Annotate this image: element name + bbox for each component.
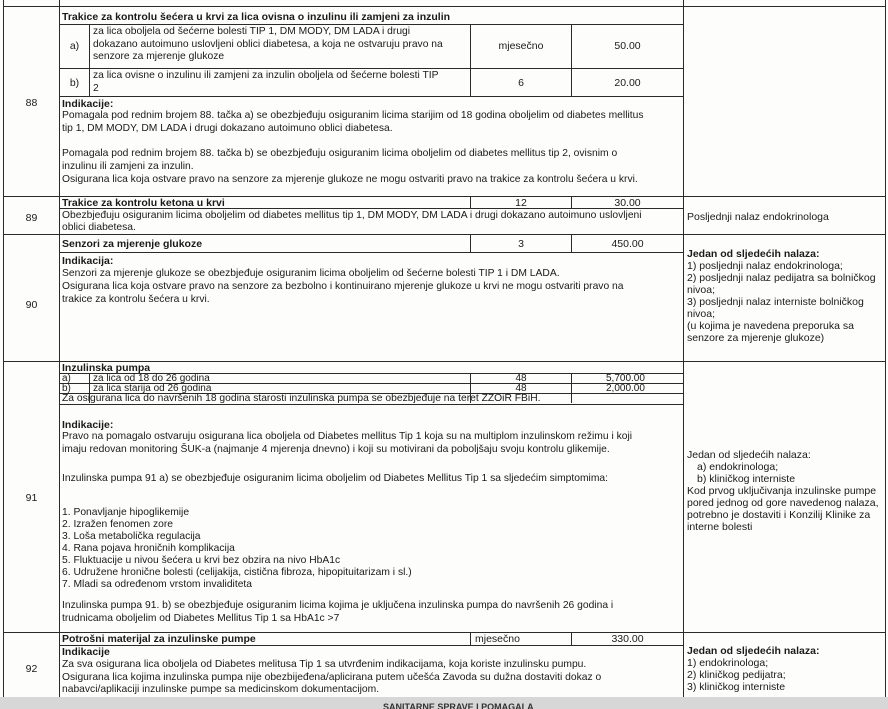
row-92-price: 330.00	[611, 633, 644, 645]
row-92-note-line-3: 3) kliničkog interniste	[687, 681, 786, 693]
row-90-indikacija-label: Indikacija:	[62, 255, 114, 267]
row-91-note-line-6: potrebno je dostaviti i Konzilij Klinike za	[687, 509, 871, 521]
row-88-indikacije-label: Indikacije:	[62, 98, 114, 110]
row-89-quantity: 12	[515, 197, 527, 209]
row-91-symptom-1: 1. Ponavljanje hipoglikemije	[62, 507, 190, 518]
row-88a-desc-line-1: za lica oboljela od šećerne bolesti TIP 1, DM MODY, DM LADA i drugi	[93, 26, 411, 37]
row-88b-letter: b)	[69, 77, 80, 89]
row-89-desc-line-1: Obezbjeđuju osiguranim licima oboljelim od diabetes mellitus tip 1, DM MODY, DM LADA i drugi dokazano autoimuno uslovljeni	[62, 210, 642, 221]
row-92-note-line-1: 1) endokrinologa;	[687, 657, 769, 669]
row-88a-price: 50.00	[614, 40, 641, 52]
row-91-under18-note: Za osigurana lica do navršenih 18 godina starosti inzulinska pumpa se obezbjeđuje na teret ZZOiR FBiH.	[62, 393, 541, 404]
row-92-desc-line-3: nabavci/aplikaciji inzulinske pumpe sa medicinskom dokumentacijom.	[62, 684, 380, 695]
row-91-b-line-2: trudnicama oboljelim od Diabetes Mellitus Tip 1 sa HbA1c >7	[62, 613, 340, 624]
row-91a-letter: a)	[62, 373, 71, 384]
row-88-paragraph-5: Osigurana lica koja ostvare pravo na senzore za mjerenje glukoze ne mogu ostvariti pravo na trakice za kontrolu šećera u krvi.	[62, 174, 638, 185]
row-89-price: 30.00	[614, 197, 641, 209]
row-91-number: 91	[25, 492, 38, 504]
row-91-symptom-3: 3. Loša metabolička regulacija	[62, 531, 201, 542]
row-91-symptom-5: 5. Fluktuacije u nivou šećera u krvi bez obzira na nivo HbA1c	[62, 555, 341, 566]
row-90-number: 90	[25, 299, 38, 311]
row-91-b-line-1: Inzulinska pumpa 91. b) se obezbjeđuje osiguranim licima kojima je uključena inzulinska pumpa do navršenih 26 godina i	[62, 600, 614, 611]
row-92-desc-line-1: Za sva osigurana lica oboljela od Diabetes melitusa Tip 1 sa utvrđenim indikacijama, koja koriste inzulinsku pumpu.	[62, 659, 587, 670]
row-91-symptom-7: 7. Mladi sa određenom vrstom invaliditeta	[62, 579, 253, 590]
row-88b-desc-line-1: za lica ovisne o inzulinu ili zamjeni za inzulin oboljela od šećerne bolesti TIP	[93, 70, 439, 81]
row-88-paragraph-1: Pomagala pod rednim brojem 88. tačka a) se obezbjeđuju osiguranim licima starijim od 18 godina oboljelim od diabetes mellitus	[62, 110, 644, 121]
row-92-number: 92	[25, 663, 38, 675]
row-90-note-line-6: (u kojima je navedena preporuka sa	[687, 320, 854, 332]
row-92-note-title: Jedan od sljedećih nalaza:	[687, 645, 820, 657]
row-88b-desc-line-2: 2	[93, 82, 99, 94]
row-88b-quantity: 6	[518, 77, 524, 89]
row-91b-letter: b)	[62, 383, 71, 394]
row-91-symptom-4: 4. Rana pojava hroničnih komplikacija	[62, 543, 235, 554]
row-91-note-line-5: pored jednog od gore navedenog nalaza,	[687, 497, 879, 509]
row-91-note-line-4: Kod prvog uključivanja inzulinske pumpe	[687, 485, 877, 497]
row-91-symptoms-intro: Inzulinska pumpa 91 a) se obezbjeđuje osiguranim licima oboljelim od Diabetes Mellitus Tip 1 sa sljedećim simptomima:	[62, 473, 608, 484]
row-88a-letter: a)	[69, 40, 80, 52]
row-92-note-line-2: 2) kliničkog pedijatra;	[687, 669, 786, 681]
row-88-number: 88	[25, 97, 38, 109]
row-91b-quantity: 48	[515, 383, 527, 394]
row-91-note-line-1: Jedan od sljedećih nalaza:	[687, 449, 811, 461]
row-90-desc-line-1: Senzori za mjerenje glukoze se obezbjeđuje osiguranim licima oboljelim od šećerne bolesti TIP 1 i DM LADA.	[62, 268, 560, 279]
row-91-indikacije-label: Indikacije:	[62, 419, 114, 431]
row-90-note-line-3: nivoa;	[687, 284, 716, 296]
row-90-quantity: 3	[518, 238, 524, 250]
row-90-desc-line-3: trakice za kontrolu šećera u krvi.	[62, 294, 210, 305]
row-88-paragraph-3: Pomagala pod rednim brojem 88. tačka b) se obezbjeđuju osiguranim licima oboljelim od diabetes mellitus tip 2, ovisnim o	[62, 148, 618, 159]
row-91-note-line-7: interne bolesti	[687, 521, 753, 533]
row-88-paragraph-2: tip 1, DM MODY, DM LADA i drugi dokazano autoimuno oblici diabetesa.	[62, 123, 393, 134]
row-90-note-line-4: 3) posljednji nalaz interniste bolničkog	[687, 296, 864, 308]
row-91b-desc: za lica starija od 26 godina	[93, 383, 212, 394]
row-91-symptom-2: 2. Izražen fenomen zore	[62, 519, 174, 530]
row-91a-desc: za lica od 18 do 26 godina	[93, 373, 210, 384]
row-89-required-report: Posljednji nalaz endokrinologa	[687, 211, 829, 223]
row-90-note-line-5: nivoa;	[687, 308, 716, 320]
row-92-desc-line-2: Osigurana lica kojima inzulinska pumpa nije obezbijeđena/aplicirana putem učešća Zavoda su dužna dostaviti dokaz o	[62, 672, 602, 683]
row-91a-price: 5,700.00	[606, 373, 645, 384]
row-90-title: Senzori za mjerenje glukoze	[62, 238, 203, 250]
row-91-note-line-2: a) endokrinologa;	[697, 461, 779, 473]
row-88a-desc-line-2: dokazano autoimuno uslovljeni oblici diabetesa, a koja ne ostvaruju pravo na	[93, 38, 443, 50]
row-91b-price: 2,000.00	[606, 383, 645, 394]
row-88a-desc-line-3: senzore za mjerenje glukoze	[93, 51, 225, 62]
row-91-title: Inzulinska pumpa	[62, 362, 151, 374]
row-89-desc-line-2: oblici diabetesa.	[62, 222, 136, 233]
row-90-note-line-7: senzore za mjerenje glukoze)	[687, 332, 825, 344]
row-92-title: Potrošni materijal za inzulinske pumpe	[62, 633, 256, 645]
row-88-paragraph-4: inzulinu ili zamjeni za inzulin.	[62, 161, 194, 172]
row-91a-quantity: 48	[515, 373, 527, 384]
row-89-title: Trakice za kontrolu ketona u krvi	[62, 197, 225, 209]
row-91-note-line-3: b) kliničkog interniste	[697, 473, 796, 485]
row-88b-price: 20.00	[614, 77, 641, 89]
row-90-note-title: Jedan od sljedećih nalaza:	[687, 248, 820, 260]
row-92-indikacije-label: Indikacije	[62, 646, 110, 658]
row-90-note-line-2: 2) posljednji nalaz pedijatra sa bolničkog	[687, 272, 876, 284]
row-90-note-line-1: 1) posljednji nalaz endokrinologa;	[687, 260, 843, 272]
row-91-indik-line-2: imaju redovan monitoring ŠUK-a (najmanje 4 mjerenja dnevno) i koji su motivirani da poboljšaju svoju kontrolu glikemije.	[62, 444, 610, 455]
row-90-price: 450.00	[611, 238, 644, 250]
row-88-title: Trakice za kontrolu šećera u krvi za lica ovisna o inzulinu ili zamjeni za inzulin	[62, 11, 451, 23]
row-91-indik-line-1: Pravo na pomagalo ostvaruju osigurana lica oboljela od Diabetes mellitus Tip 1 koja su na multiplom inzulinskom režimu i koji	[62, 431, 633, 442]
row-88a-quantity: mjesečno	[498, 40, 544, 52]
row-90-desc-line-2: Osigurana lica koja ostvare pravo na senzore za bezbolno i kontinuirano mjerenje glukoze u krvi ne mogu ostvariti pravo na	[62, 281, 624, 292]
row-92-quantity: mjesečno	[475, 633, 520, 645]
section-footer-label: SANITARNE SPRAVE I POMAGALA	[383, 702, 534, 709]
row-91-symptom-6: 6. Udružene hronične bolesti (celijakija, cistična fibroza, hipopituitarizam i sl.)	[62, 567, 412, 578]
row-89-number: 89	[25, 212, 38, 224]
